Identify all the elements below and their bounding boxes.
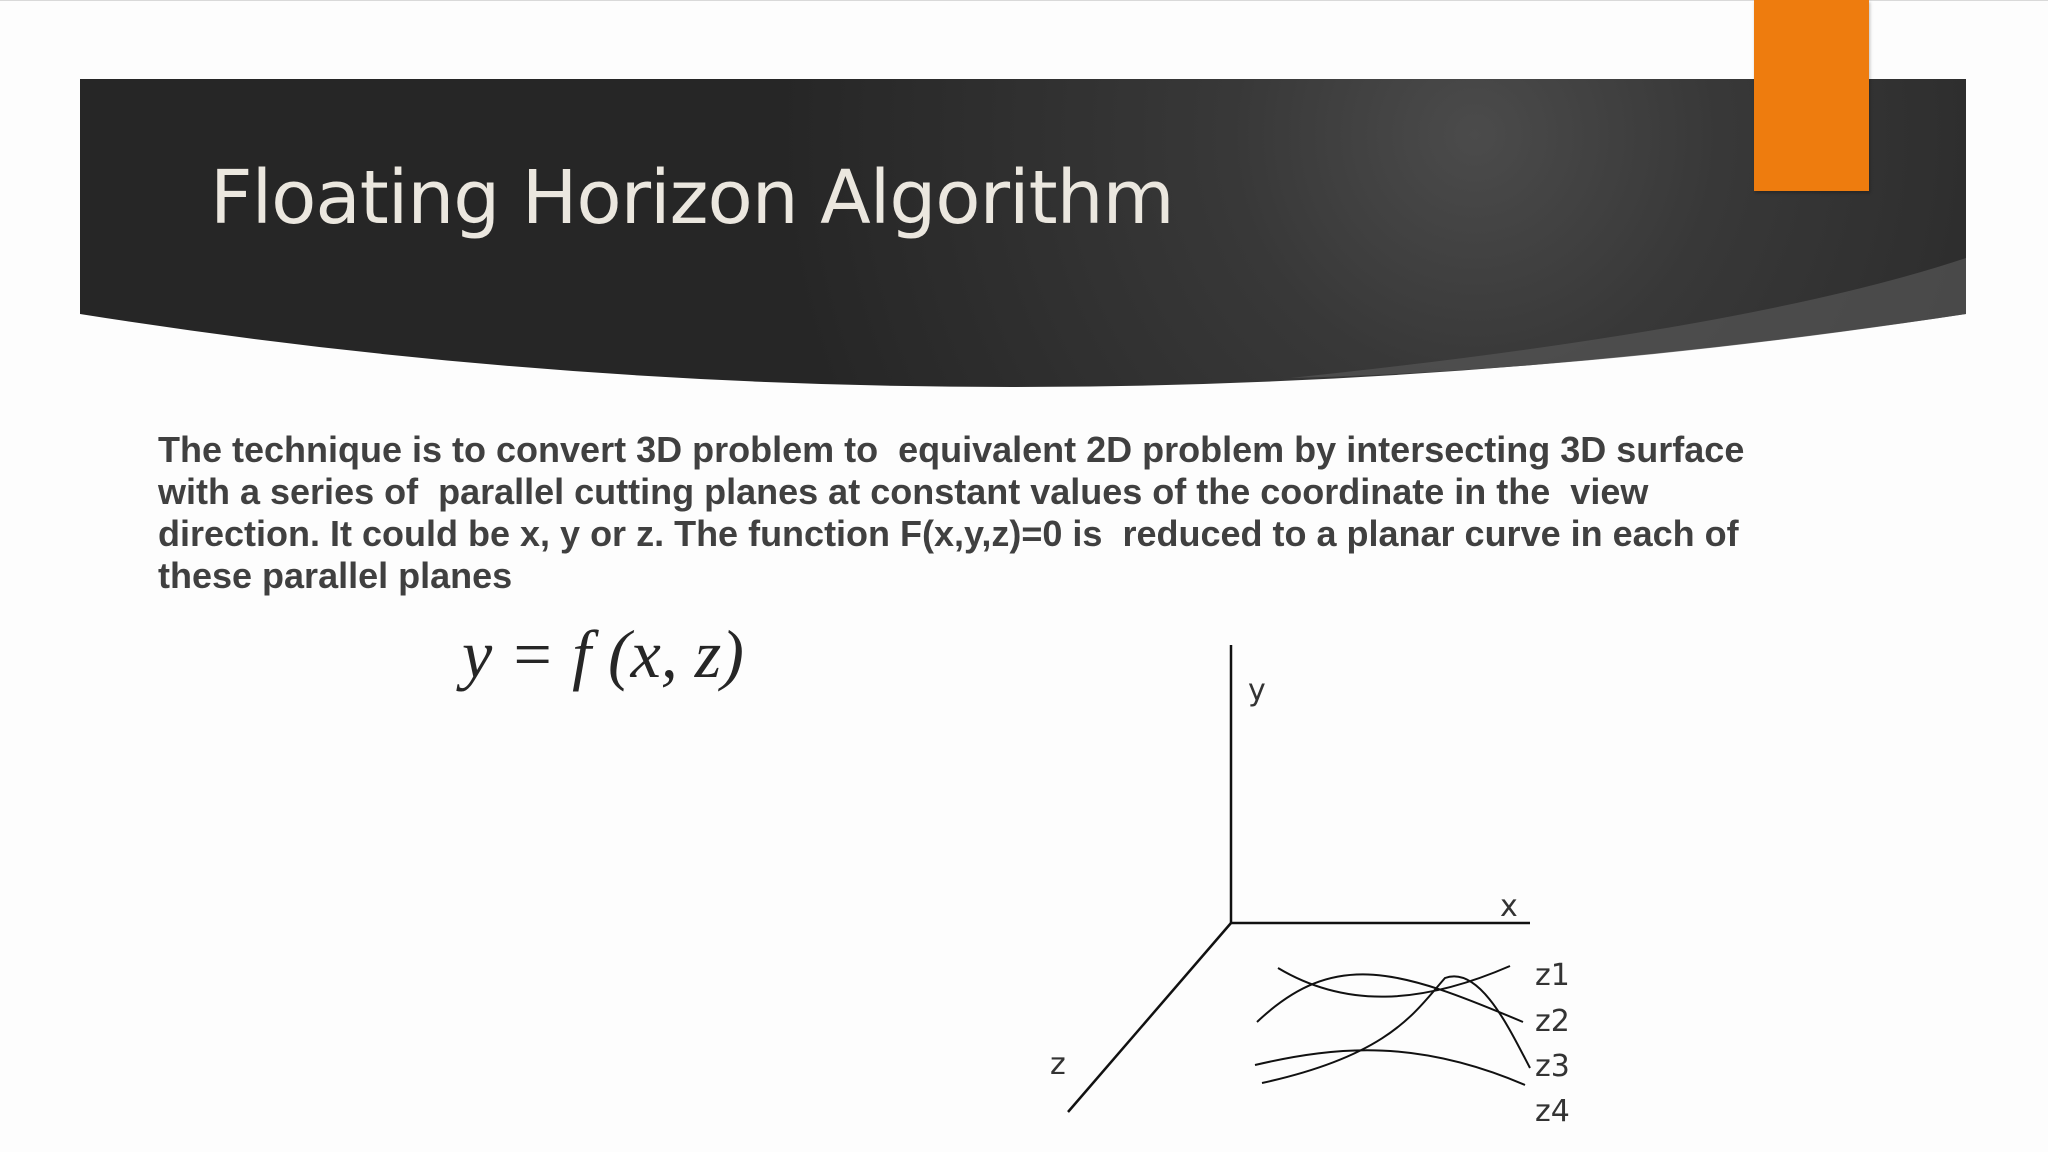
body-line: these parallel planes [158, 555, 513, 596]
curve-z4 [1262, 976, 1530, 1083]
body-line: direction. It could be x, y or z. The function F(x,y,z)=0 is reduced to a planar curve in each of [158, 513, 1739, 554]
curve-z3 [1255, 1050, 1525, 1085]
curve-z2 [1257, 974, 1523, 1022]
slide-title: Floating Horizon Algorithm [210, 155, 1174, 241]
x-axis-label: x [1500, 889, 1518, 924]
curve-label-z4: z4 [1535, 1094, 1570, 1129]
curve-label-z3: z3 [1535, 1049, 1570, 1084]
curve-label-z1: z1 [1535, 958, 1570, 993]
formula: y = f (x, z) [462, 616, 744, 692]
body-line: The technique is to convert 3D problem to equivalent 2D problem by intersecting 3D surface [158, 429, 1745, 470]
curve-z1 [1278, 966, 1510, 997]
z-axis-line [1068, 923, 1231, 1112]
curve-label-z2: z2 [1535, 1004, 1570, 1039]
y-axis-label: y [1248, 673, 1266, 708]
body-line: with a series of parallel cutting planes at constant values of the coordinate in the view [158, 471, 1649, 512]
z-axis-label: z [1050, 1047, 1066, 1082]
